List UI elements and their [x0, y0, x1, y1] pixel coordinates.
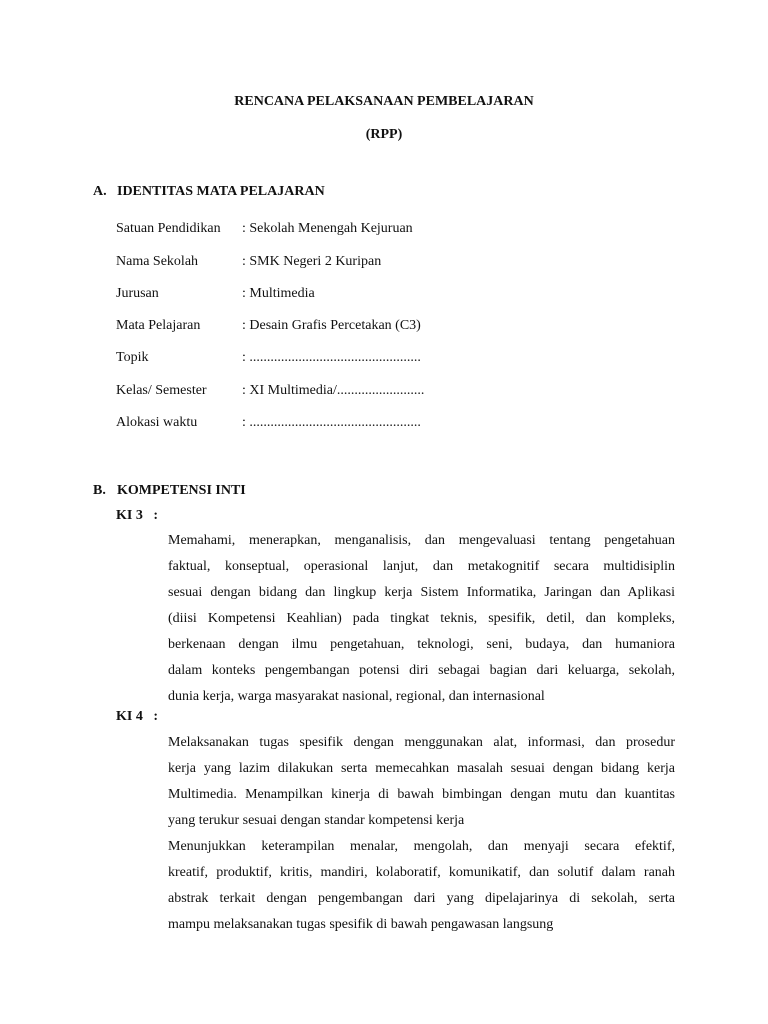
identity-label: Alokasi waktu: [116, 415, 198, 430]
identity-value: : XI Multimedia/.........................: [242, 383, 425, 398]
identity-value: : Sekolah Menengah Kejuruan: [242, 221, 413, 236]
paragraph-line: kreatif, produktif, kritis, mandiri, kolaboratif, komunikatif, dan solutif dalam ranah: [168, 865, 675, 880]
identity-label: Jurusan: [116, 286, 159, 301]
paragraph-line: dunia kerja, warga masyarakat nasional, regional, dan internasional: [168, 689, 545, 704]
identity-label: Kelas/ Semester: [116, 383, 207, 398]
identity-label: Nama Sekolah: [116, 254, 199, 269]
identity-value: : .................................................: [242, 415, 421, 430]
identity-row-nama-sekolah: [116, 254, 381, 270]
identity-row-topik: [116, 350, 421, 366]
identity-value: : SMK Negeri 2 Kuripan: [242, 254, 382, 269]
identity-row-mata-pelajaran: [116, 318, 421, 334]
ki3-label: KI 3 :: [116, 508, 158, 523]
identity-row-satuan-pendidikan: [116, 221, 413, 237]
section-b-heading: [93, 483, 246, 499]
ki4-paragraph: [168, 730, 675, 938]
section-a-heading: [93, 184, 325, 200]
identity-value: : .................................................: [242, 350, 421, 365]
paragraph-line: (diisi Kompetensi Keahlian) pada tingkat teknis, spesifik, detil, dan kompleks,: [168, 611, 675, 626]
paragraph-line: mampu melaksanakan tugas spesifik di bawah pengawasan langsung: [168, 917, 554, 932]
section-a-letter: A.: [93, 184, 107, 199]
identity-label: Mata Pelajaran: [116, 318, 201, 333]
paragraph-line: Melaksanakan tugas spesifik dengan menggunakan alat, informasi, dan prosedur: [168, 735, 675, 750]
paragraph-line: Memahami, menerapkan, menganalisis, dan mengevaluasi tentang pengetahuan: [168, 533, 675, 548]
identity-row-alokasi-waktu: [116, 415, 421, 431]
document-title: RENCANA PELAKSANAAN PEMBELAJARAN: [234, 94, 534, 109]
paragraph-line: Menunjukkan keterampilan menalar, mengolah, dan menyaji secara efektif,: [168, 839, 675, 854]
paragraph-line: kerja yang lazim dilakukan serta memecahkan masalah sesuai dengan bidang kerja: [168, 761, 675, 776]
paragraph-line: yang terukur sesuai dengan standar kompetensi kerja: [168, 813, 465, 828]
ki3-paragraph: [168, 528, 675, 710]
paragraph-line: dalam konteks pengembangan potensi diri sebagai bagian dari keluarga, sekolah,: [168, 663, 675, 678]
ki4-label: KI 4 :: [116, 709, 158, 724]
identity-label: Satuan Pendidikan: [116, 221, 221, 236]
section-b-letter: B.: [93, 483, 106, 498]
paragraph-line: faktual, konseptual, operasional lanjut, dan metakognitif secara multidisiplin: [168, 559, 675, 574]
identity-row-jurusan: [116, 286, 315, 302]
document-subtitle: (RPP): [365, 127, 403, 142]
paragraph-line: sesuai dengan bidang dan lingkup kerja Sistem Informatika, Jaringan dan Aplikasi: [168, 585, 675, 600]
identity-row-kelas-semester: [116, 383, 424, 399]
paragraph-line: Multimedia. Menampilkan kinerja di bawah bimbingan dengan mutu dan kuantitas: [168, 787, 675, 802]
section-b-title: KOMPETENSI INTI: [117, 483, 246, 498]
identity-value: : Desain Grafis Percetakan (C3): [242, 318, 421, 333]
section-a-title: IDENTITAS MATA PELAJARAN: [117, 184, 325, 199]
identity-value: : Multimedia: [242, 286, 315, 301]
paragraph-line: berkenaan dengan ilmu pengetahuan, teknologi, seni, budaya, dan humaniora: [168, 637, 675, 652]
paragraph-line: abstrak terkait dengan pengembangan dari yang dipelajarinya di sekolah, serta: [168, 891, 675, 906]
identity-label: Topik: [116, 350, 149, 365]
